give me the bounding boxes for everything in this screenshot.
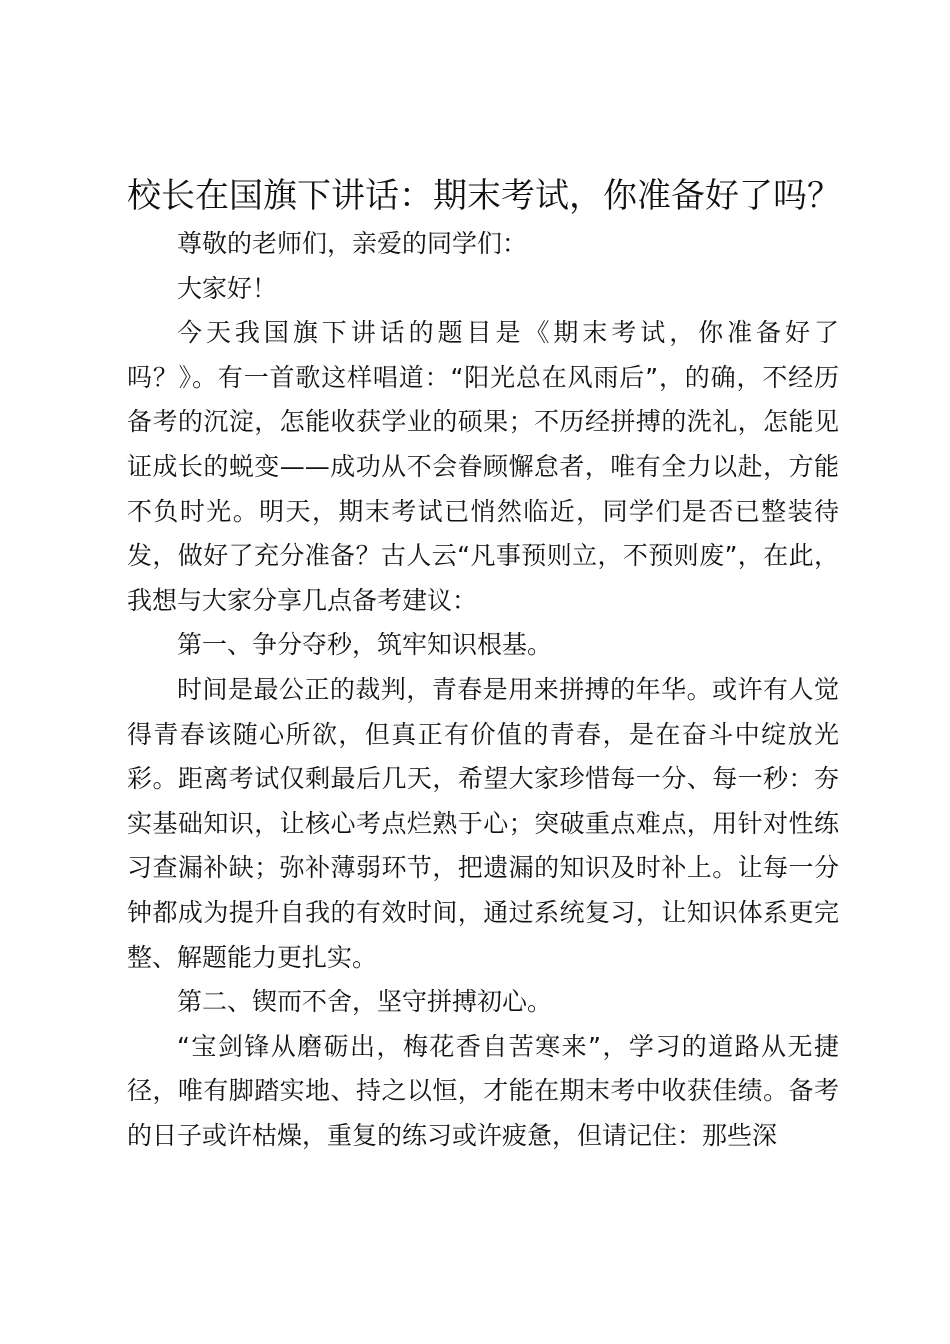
paragraph-greeting: 尊敬的老师们，亲爱的同学们： (177, 229, 528, 258)
paragraph-point-one-heading: 第一、争分夺秒，筑牢知识根基。 (177, 630, 553, 660)
document-title: 校长在国旗下讲话：期末考试，你准备好了吗？ (127, 176, 841, 216)
paragraph-point-one-body: 时间是最公正的裁判，青春是用来拼搏的年华。或许有人觉得青春该随心所欲，但真正有价值的青春，是在奋斗中绽放光彩。距离考试仅剩最后几天，希望大家珍惜每一分、每一秒：夯实基础知识，让核心考点烂熟于心；突破重点难点，用针对性练习查漏补缺；弥补薄弱环节，把遗漏的知识及时补上。让每一分钟都成为提升自我的有效时间，通过系统复习，让知识体系更完整、解题能力更扎实。 (127, 674, 839, 972)
paragraph-point-two-body: “宝剑锋从磨砺出，梅花香自苦寒来”，学习的道路从无捷径，唯有脚踏实地、持之以恒，才能在期末考中收获佳绩。备考的日子或许枯燥，重复的练习或许疲惫，但请记住：那些深 (127, 1031, 839, 1150)
document-page (127, 170, 839, 1158)
paragraph-point-two-heading: 第二、锲而不舍，坚守拼搏初心。 (177, 987, 553, 1017)
paragraph-intro: 今天我国旗下讲话的题目是《期末考试，你准备好了吗？》。有一首歌这样唱道：“阳光总在风雨后”，的确，不经历备考的沉淀，怎能收获学业的硕果；不历经拼搏的洗礼，怎能见证成长的蜕变——成功从不会眷顾懈怠者，唯有全力以赴，方能不负时光。明天，期末考试已悄然临近，同学们是否已整装待发，做好了充分准备？古人云“凡事预则立，不预则废”，在此，我想与大家分享几点备考建议： (127, 318, 839, 615)
paragraph-hello: 大家好！ (177, 273, 278, 303)
